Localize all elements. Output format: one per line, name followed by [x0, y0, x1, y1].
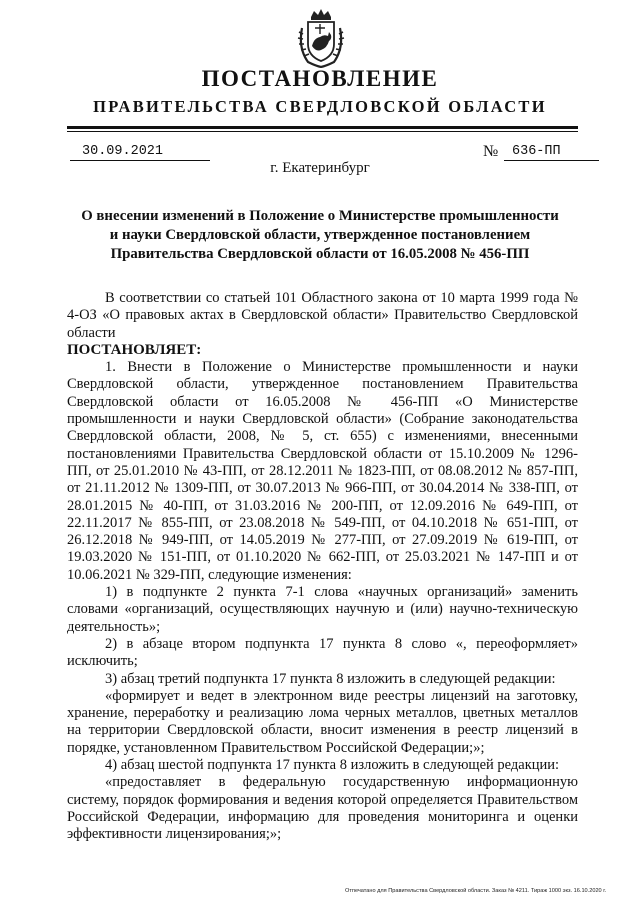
document-body [67, 290, 578, 844]
change-3-text: «формирует и ведет в электронном виде реестры лицензий на заготовку, хранение, переработку и реализацию лома черных металлов, цветных металлов на территории Свердловской области, вносит изменения в реестр лицензий в порядке, установленном Правительством Российской Федерации;»; [67, 687, 578, 756]
subject-line: и науки Свердловской области, утвержденное постановлением [109, 227, 531, 243]
subject-line: О внесении изменений в Положение о Министерстве промышленности [81, 208, 559, 224]
issuing-authority: ПРАВИТЕЛЬСТВА СВЕРДЛОВСКОЙ ОБЛАСТИ [93, 97, 547, 116]
number-label: № [483, 143, 499, 160]
document-date: 30.09.2021 [70, 144, 210, 161]
header-divider [67, 126, 578, 132]
decree-heading: ПОСТАНОВЛЯЕТ: [67, 341, 202, 358]
document-number: 636-ПП [504, 144, 599, 161]
change-4-text: «предоставляет в федеральную государственную информационную систему, порядок формирования и ведения которой определяется Правительством Российской Федерации, информацию для проведения мониторинга и оценки эффективности лицензирования;»; [67, 774, 578, 843]
print-imprint: Отпечатано для Правительства Свердловской области. Заказ № 4211. Тираж 1000 экз. 16.10.2020 г. [345, 888, 607, 894]
item-1-paragraph: 1. Внести в Положение о Министерстве промышленности и науки Свердловской области, утвержденное постановлением Правительства Свердловской области от 16.05.2008 № 456-ПП «О Министерстве промышленности и науки Свердловской области» (Собрание законодательства Свердловской области, 2008, № 5, ст. 655) с изменениями, внесенными постановлениями Правительства Свердловской области от 15.10.2009 № 1296-ПП, от 25.01.2010 № 43-ПП, от 28.12.2011 № 1823-ПП, от 08.08.2012 № 857-ПП, от 21.11.2012 № 1309-ПП, от 30.07.2013 № 966-ПП, от 30.04.2014 № 338-ПП, от 28.01.2015 № 40-ПП, от 31.03.2016 № 200-ПП, от 12.09.2016 № 649-ПП, от 22.11.2017 № 855-ПП, от 23.08.2018 № 549-ПП, от 04.10.2018 № 651-ПП, от 26.12.2018 № 949-ПП, от 14.05.2019 № 277-ПП, от 27.09.2019 № 619-ПП, от 19.03.2020 № 151-ПП, от 01.10.2020 № 662-ПП, от 25.03.2021 № 147-ПП и от 10.06.2021 № 329-ПП, следующие изменения: [67, 359, 578, 583]
subject-line: Правительства Свердловской области от 16.05.2008 № 456-ПП [110, 246, 530, 262]
sverdlovsk-coat-of-arms-icon [294, 8, 348, 68]
document-subject [80, 207, 560, 264]
change-3-paragraph: 3) абзац третий подпункта 17 пункта 8 изложить в следующей редакции: [105, 670, 556, 687]
document-city: г. Екатеринбург [270, 160, 370, 176]
change-2-paragraph: 2) в абзаце втором подпункта 17 пункта 8 слово «, переоформляет» исключить; [67, 635, 578, 670]
change-1-paragraph: 1) в подпункте 2 пункта 7-1 слова «научных организаций» заменить словами «организаций, осуществляющих научную и (или) научно-техническую деятельность»; [67, 584, 578, 635]
preamble-paragraph: В соответствии со статьей 101 Областного закона от 10 марта 1999 года № 4-ОЗ «О правовых актах в Свердловской области» Правительство Свердловской области [67, 290, 578, 341]
change-4-paragraph: 4) абзац шестой подпункта 17 пункта 8 изложить в следующей редакции: [105, 757, 560, 774]
document-title: ПОСТАНОВЛЕНИЕ [201, 66, 439, 91]
